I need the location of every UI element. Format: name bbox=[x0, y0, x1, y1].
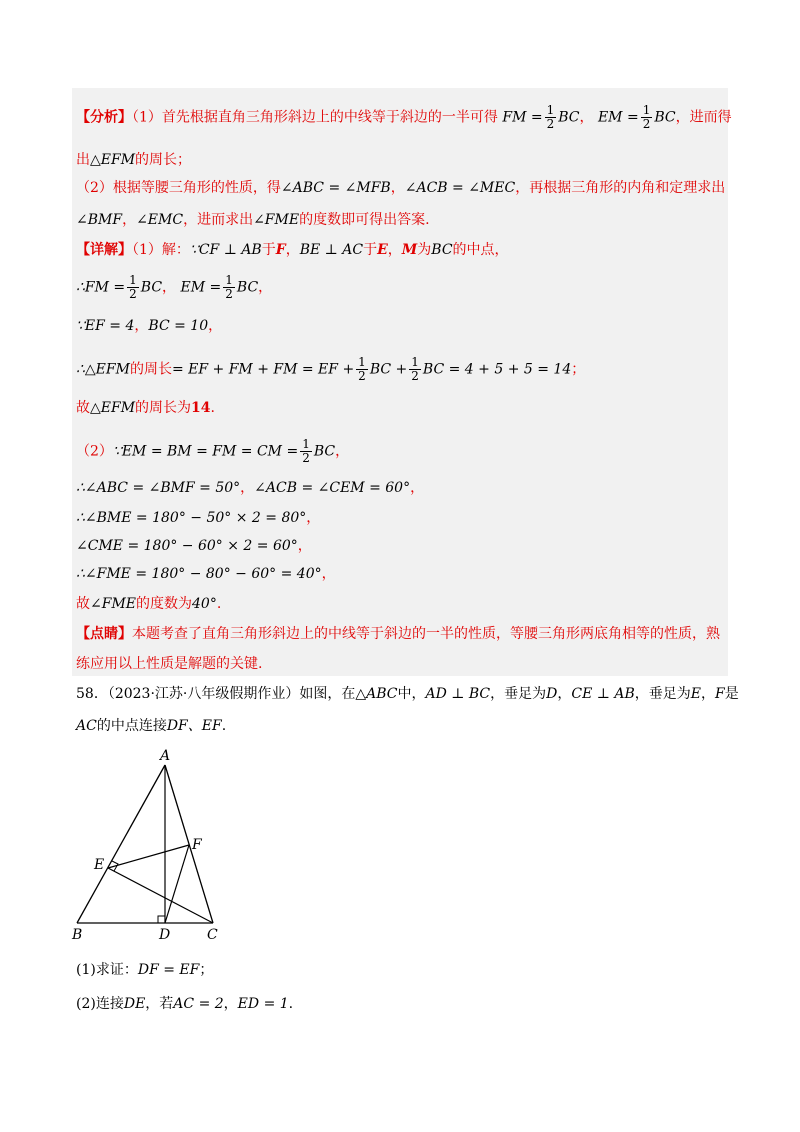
formula-bc: BC bbox=[654, 109, 676, 126]
problem-text: ，垂足为 bbox=[634, 686, 691, 702]
formula-em: EM = bbox=[597, 109, 639, 126]
frac-den: 2 bbox=[411, 369, 419, 383]
comment-text-2: 练应用以上性质是解题的关键. bbox=[76, 656, 263, 672]
formula-angle-bmf: ∠BMF bbox=[76, 212, 123, 228]
fraction-half bbox=[409, 356, 421, 383]
formula-bc: BC bbox=[431, 242, 453, 258]
detail-text: （2） bbox=[76, 443, 113, 460]
detail-line-7 bbox=[76, 478, 424, 498]
formula-equal-segments: ∵EM = BM = FM = CM = bbox=[112, 443, 299, 460]
formula-angle-60: ∠ACB = ∠CEM = 60° bbox=[254, 480, 411, 496]
sep: ， bbox=[390, 180, 405, 196]
answer-value: 40° bbox=[192, 596, 217, 612]
detail-text: 于 bbox=[363, 242, 378, 258]
detail-text: 故 bbox=[76, 400, 90, 416]
problem-text: 58．（2023·江苏·八年级假期作业）如图，在 bbox=[76, 686, 356, 702]
sep: ， bbox=[701, 686, 716, 702]
point-d: D bbox=[546, 686, 558, 702]
formula-bc-10: BC = 10 bbox=[148, 318, 209, 334]
formula-angle-cme: ∠CME = 180° − 60° × 2 = 60° bbox=[76, 538, 298, 554]
analysis-text-2b: 的周长； bbox=[135, 152, 192, 168]
segment-ef bbox=[108, 845, 189, 868]
sep: ， bbox=[579, 109, 594, 126]
formula-angle-fme: ∠FME bbox=[90, 596, 136, 612]
sep: ； bbox=[199, 962, 214, 978]
fraction-half bbox=[127, 274, 139, 301]
frac-den: 2 bbox=[358, 369, 366, 383]
frac-num: 1 bbox=[302, 437, 310, 451]
frac-den: 2 bbox=[642, 117, 651, 131]
detail-text: 于 bbox=[261, 242, 276, 258]
formula-em: EM = bbox=[180, 279, 222, 296]
formula-fm: ∴FM = bbox=[76, 279, 126, 296]
formula-ad-perp-bc: AD ⊥ BC bbox=[425, 686, 491, 702]
formula-ce-perp-ab: CE ⊥ AB bbox=[571, 686, 635, 702]
formula-bc: BC bbox=[558, 109, 580, 126]
analysis-line-1 bbox=[76, 104, 732, 131]
analysis-text-4b: 的度数即可得出答案. bbox=[299, 212, 430, 228]
analysis-text-3b: ，再根据三角形的内角和定理求出 bbox=[515, 180, 726, 196]
formula-perimeter-c: BC = 4 + 5 + 5 = 14 bbox=[422, 361, 572, 378]
formula-angle-acb: ∠ACB = ∠MEC bbox=[404, 180, 516, 196]
sep: . bbox=[216, 596, 222, 612]
question-1 bbox=[76, 960, 213, 980]
formula-angle-emc: ∠EMC bbox=[136, 212, 184, 228]
altitude-ce bbox=[108, 868, 213, 923]
detail-line-8 bbox=[76, 508, 320, 528]
detail-line-1 bbox=[76, 240, 509, 260]
formula-df-ef: DF、EF bbox=[166, 718, 222, 734]
formula-ac: AC bbox=[76, 718, 97, 734]
formula-angle-abc: ∠ABC = ∠MFB bbox=[280, 180, 391, 196]
point-f: F bbox=[715, 686, 725, 702]
formula-triangle-efm: ∴△EFM bbox=[76, 361, 130, 378]
label-a: A bbox=[160, 748, 171, 764]
sep: ； bbox=[571, 361, 586, 378]
detail-text: 的度数为 bbox=[136, 596, 192, 612]
problem-text: ，垂足为 bbox=[490, 686, 547, 702]
question-text: (1)求证： bbox=[76, 962, 138, 978]
formula-perimeter-b: BC + bbox=[369, 361, 408, 378]
detail-text: 的周长为 bbox=[135, 400, 192, 416]
problem-line-2 bbox=[76, 716, 226, 736]
formula-perimeter-a: = EF + FM + FM = EF + bbox=[171, 361, 355, 378]
label-e: E bbox=[94, 857, 105, 873]
comment-line-1 bbox=[76, 624, 720, 644]
question-2 bbox=[76, 994, 293, 1014]
sep: ， bbox=[134, 318, 149, 334]
right-angle-mark-d bbox=[158, 916, 165, 923]
sep: ， bbox=[410, 480, 425, 496]
frac-num: 1 bbox=[642, 103, 651, 117]
formula-angle-fme: ∴∠FME = 180° − 80° − 60° = 40° bbox=[76, 566, 322, 582]
formula-de: DE bbox=[123, 996, 146, 1012]
detail-line-9 bbox=[76, 536, 312, 556]
formula-triangle-efm: △EFM bbox=[90, 152, 136, 168]
detail-text: 的中点， bbox=[452, 242, 509, 258]
frac-den: 2 bbox=[546, 117, 555, 131]
analysis-tag: 【分析】 bbox=[76, 109, 132, 126]
detail-line-3 bbox=[76, 316, 222, 336]
frac-num: 1 bbox=[129, 273, 137, 287]
sep: ， bbox=[240, 480, 255, 496]
sep: ， bbox=[208, 318, 223, 334]
frac-num: 1 bbox=[358, 355, 366, 369]
fraction-half bbox=[223, 274, 235, 301]
formula-bc: BC bbox=[140, 279, 163, 296]
problem-text: 中， bbox=[397, 686, 426, 702]
frac-num: 1 bbox=[546, 103, 555, 117]
sep: . bbox=[210, 400, 215, 416]
analysis-text-2a: 出 bbox=[76, 152, 90, 168]
sep: ， bbox=[335, 443, 350, 460]
sep: ， bbox=[297, 538, 312, 554]
comment-line-2 bbox=[76, 654, 262, 674]
point-f: F bbox=[275, 242, 286, 258]
detail-tag: 【详解】 bbox=[76, 242, 132, 258]
formula-be-perp-ac: BE ⊥ AC bbox=[299, 242, 364, 258]
perimeter-value: 14 bbox=[191, 400, 211, 416]
formula-angle-bme: ∴∠BME = 180° − 50° × 2 = 80° bbox=[76, 510, 307, 526]
sep: ， bbox=[122, 212, 137, 228]
formula-ef-4: ∵EF = 4 bbox=[76, 318, 135, 334]
detail-line-2 bbox=[76, 274, 272, 301]
question-text: (2)连接 bbox=[76, 996, 124, 1012]
detail-text: 的周长 bbox=[129, 361, 172, 378]
fraction-half bbox=[641, 104, 653, 131]
formula-ed-1: ED = 1 bbox=[237, 996, 289, 1012]
analysis-text-3: （2）根据等腰三角形的性质，得 bbox=[76, 180, 281, 196]
label-c: C bbox=[207, 927, 218, 943]
frac-num: 1 bbox=[411, 355, 419, 369]
detail-line-6 bbox=[76, 438, 349, 465]
geometry-figure bbox=[60, 745, 250, 950]
label-b: B bbox=[72, 927, 83, 943]
formula-ac-2: AC = 2 bbox=[173, 996, 224, 1012]
point-e: E bbox=[377, 242, 388, 258]
problem-text: 是 bbox=[724, 686, 739, 702]
sep: ， bbox=[557, 686, 572, 702]
analysis-text-1: （1）首先根据直角三角形斜边上的中线等于斜边的一半可得 bbox=[132, 109, 498, 126]
detail-text: 故 bbox=[76, 596, 90, 612]
sep: ， bbox=[162, 279, 177, 296]
sep: ， bbox=[306, 510, 321, 526]
sep: . bbox=[221, 718, 227, 734]
fraction-half bbox=[356, 356, 368, 383]
comment-tag: 【点睛】 bbox=[76, 626, 132, 642]
formula-bc: BC bbox=[236, 279, 259, 296]
comment-text-1: 本题考查了直角三角形斜边上的中线等于斜边的一半的性质，等腰三角形两底角相等的性质，熟 bbox=[132, 626, 720, 642]
label-d: D bbox=[159, 927, 171, 943]
frac-den: 2 bbox=[129, 287, 137, 301]
analysis-line-4 bbox=[76, 210, 430, 230]
detail-line-4 bbox=[76, 356, 585, 383]
point-m: M bbox=[401, 242, 418, 258]
fraction-half bbox=[300, 438, 312, 465]
formula-triangle-efm: △EFM bbox=[90, 400, 136, 416]
analysis-line-3 bbox=[76, 178, 725, 198]
formula-bc: BC bbox=[313, 443, 336, 460]
formula-fm: FM = bbox=[502, 109, 543, 126]
formula-angle-fme: ∠FME bbox=[253, 212, 300, 228]
frac-den: 2 bbox=[302, 451, 310, 465]
analysis-text-4a: ，进而求出 bbox=[183, 212, 254, 228]
formula-angle-50: ∴∠ABC = ∠BMF = 50° bbox=[76, 480, 241, 496]
formula-df-eq-ef: DF = EF bbox=[137, 962, 200, 978]
question-text: ，若 bbox=[145, 996, 174, 1012]
point-e: E bbox=[690, 686, 702, 702]
frac-den: 2 bbox=[225, 287, 233, 301]
side-ab bbox=[77, 765, 165, 923]
sep: ， bbox=[387, 242, 402, 258]
formula-triangle-abc: △ABC bbox=[355, 686, 398, 702]
sep: . bbox=[288, 996, 294, 1012]
label-f: F bbox=[192, 837, 202, 853]
analysis-text-1b: ，进而得 bbox=[675, 109, 732, 126]
sep: ， bbox=[223, 996, 238, 1012]
sep: ， bbox=[321, 566, 336, 582]
sep: ， bbox=[285, 242, 300, 258]
problem-line-1 bbox=[76, 684, 739, 704]
detail-line-11 bbox=[76, 594, 221, 614]
detail-text: 为 bbox=[417, 242, 432, 258]
fraction-half bbox=[545, 104, 557, 131]
formula-cf-perp-ab: ∵CF ⊥ AB bbox=[189, 242, 262, 258]
detail-line-10 bbox=[76, 564, 336, 584]
segment-df bbox=[165, 845, 189, 923]
frac-num: 1 bbox=[225, 273, 233, 287]
problem-text: 的中点连接 bbox=[96, 718, 167, 734]
detail-text: （1）解： bbox=[132, 242, 190, 258]
detail-line-5 bbox=[76, 398, 215, 418]
analysis-line-2 bbox=[76, 150, 191, 170]
sep: ， bbox=[258, 279, 273, 296]
